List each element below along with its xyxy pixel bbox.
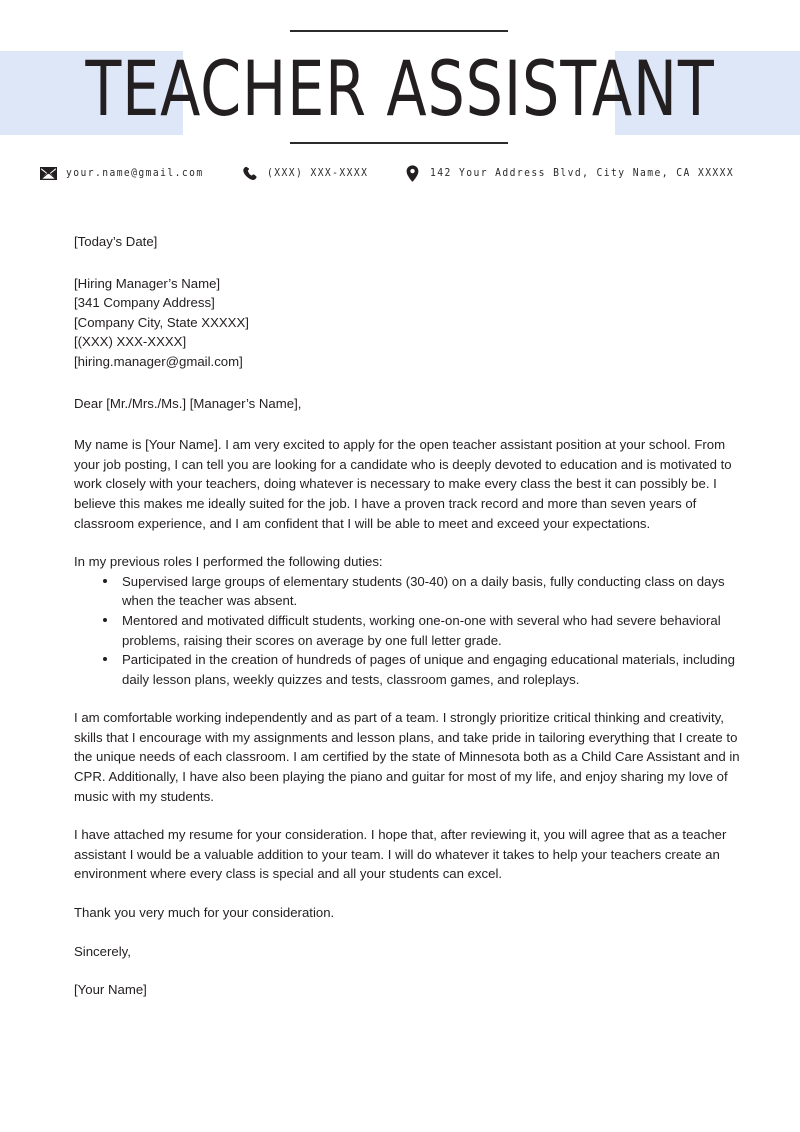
recipient-line: [hiring.manager@gmail.com] xyxy=(74,353,243,369)
letter-body xyxy=(74,232,740,1000)
contact-phone-text: (XXX) XXX-XXXX xyxy=(267,167,369,179)
letter-salutation: Dear [Mr./Mrs./Ms.] [Manager’s Name], xyxy=(74,395,302,411)
list-item xyxy=(74,611,740,650)
page-title: TEACHER ASSISTANT xyxy=(85,44,715,133)
phone-icon xyxy=(241,165,258,182)
envelope-icon xyxy=(40,165,57,182)
spacer xyxy=(74,533,740,552)
list-item-text: Supervised large groups of elementary students (30-40) on a daily basis, fully conducting class on days when the teacher was absent. xyxy=(122,573,725,609)
letter-thanks: Thank you very much for your consideration. xyxy=(74,905,335,921)
list-item xyxy=(74,572,740,611)
list-item-text: Participated in the creation of hundreds of pages of unique and engaging educational materials, including daily lesson plans, weekly quizzes and tests, classroom games, and roleplays. xyxy=(122,652,735,687)
letter-paragraph-2: I am comfortable working independently and as part of a team. I strongly prioritize critical thinking and creativity, skills that I encourage with my assignments and lesson plans, and take pride in tailoring everything that I create to the unique needs of each classroom. I am certified by the state of Minnesota both as a Child Care Assistant and in CPR. Additionally, I have also been playing the piano and guitar for most of my life, and enjoy sharing my love of music with my students. xyxy=(74,710,740,804)
contact-address[interactable] xyxy=(404,165,761,182)
list-item xyxy=(74,650,740,689)
recipient-line: [341 Company Address] xyxy=(74,295,215,311)
duties-list xyxy=(74,572,740,690)
contact-email-text: your.name@gmail.com xyxy=(65,167,204,179)
letter-paragraph-3: I have attached my resume for your consideration. I hope that, after reviewing it, you will agree that as a teacher assistant I would be a valuable addition to your team. I will do whatever it takes to help your teachers create an environment where every class is special and all your students can excel. xyxy=(74,827,727,882)
recipient-line: [(XXX) XXX-XXXX] xyxy=(74,334,187,350)
recipient-block xyxy=(74,274,740,372)
duties-intro: In my previous roles I performed the following duties: xyxy=(74,554,383,570)
contact-bar xyxy=(0,160,800,186)
header-rule-top xyxy=(290,30,508,32)
spacer xyxy=(74,252,740,274)
bullet-icon xyxy=(103,657,107,661)
contact-phone[interactable] xyxy=(241,165,377,182)
header-rule-bottom xyxy=(290,142,508,144)
bullet-icon xyxy=(103,618,107,622)
contact-email[interactable] xyxy=(40,165,216,182)
recipient-line: [Hiring Manager’s Name] xyxy=(74,275,221,291)
letter-closing: Sincerely, xyxy=(74,943,131,959)
list-item-text: Mentored and motivated difficult students, working one-on-one with several who had severe behavioral problems, raising their scores on average by one full letter grade. xyxy=(122,612,721,648)
letter-paragraph-1: My name is [Your Name]. I am very excited to apply for the open teacher assistant position at your school. From your job posting, I can tell you are looking for a candidate who is deeply devoted to education and is motivated to work closely with your teachers, doing whatever is necessary to make every class the best it can possibly be. I believe this makes me ideally suited for the job. I have a proven track record and more than seven years of classroom experience, and I am confident that I will be able to meet and exceed your expectations. xyxy=(74,437,732,531)
location-pin-icon xyxy=(404,165,421,182)
recipient-line: [Company City, State XXXXX] xyxy=(74,314,249,330)
spacer xyxy=(74,884,740,903)
contact-address-text: 142 Your Address Blvd, City Name, CA XXXXX xyxy=(429,167,734,179)
letter-date: [Today’s Date] xyxy=(74,234,158,249)
spacer xyxy=(74,689,740,708)
spacer xyxy=(74,961,740,980)
spacer xyxy=(74,806,740,825)
spacer xyxy=(74,923,740,942)
bullet-icon xyxy=(103,579,107,583)
spacer xyxy=(74,413,740,435)
letter-signature: [Your Name] xyxy=(74,982,147,998)
spacer xyxy=(74,372,740,394)
